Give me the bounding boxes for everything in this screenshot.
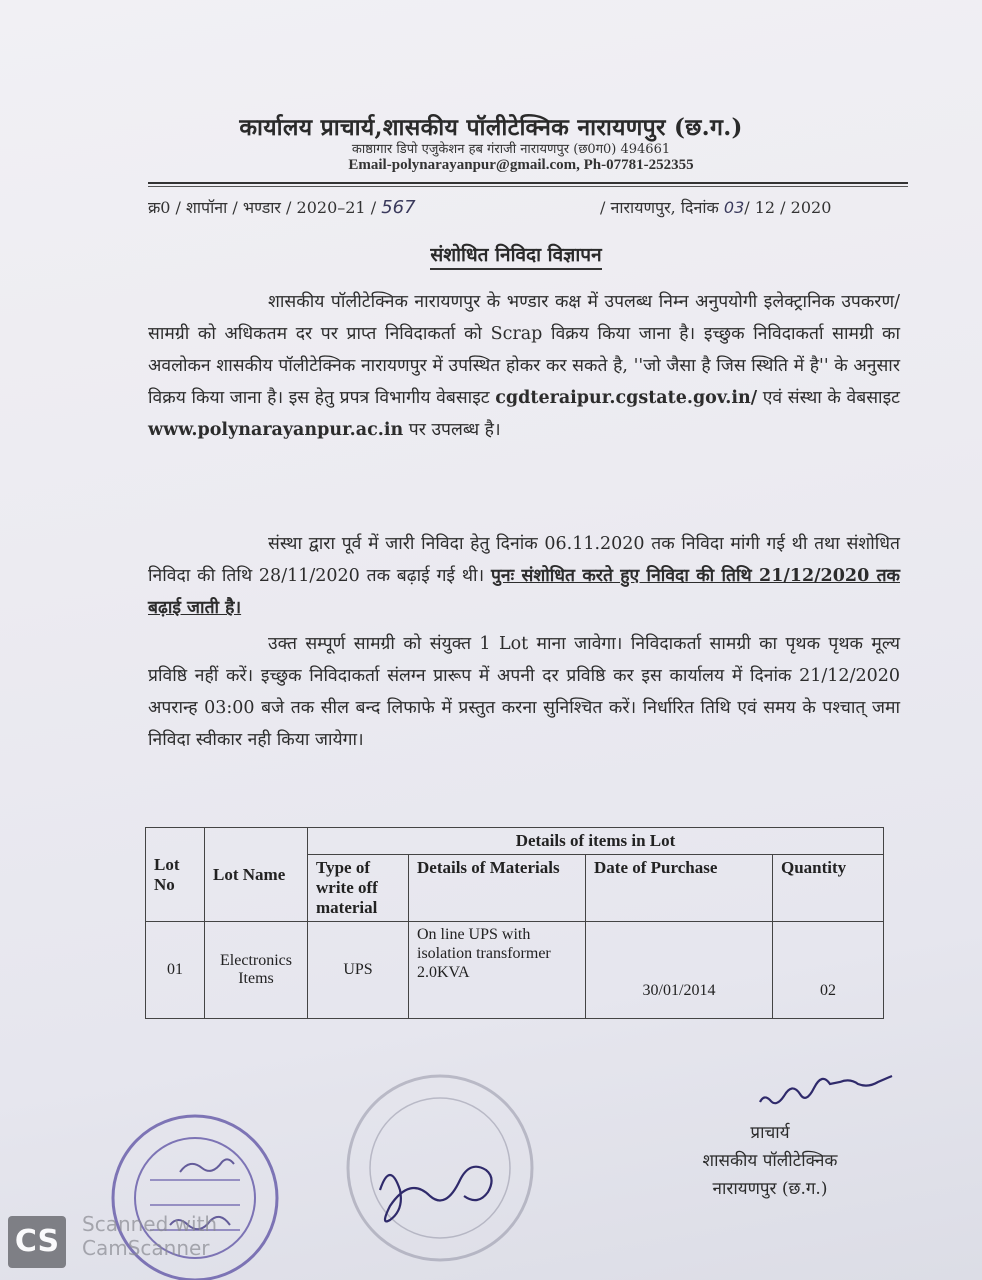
office-contact: Email-polynarayanpur@gmail.com, Ph-07781-252355 <box>348 157 694 173</box>
office-address: काष्ठागार डिपो एजुकेशन हब गंराजी नारायणपुर (छ0ग0) 494661 <box>351 142 671 157</box>
col-lot-name: Lot Name <box>205 828 308 922</box>
cell-quantity: 02 <box>773 922 884 1019</box>
principal-signature <box>760 1076 892 1103</box>
watermark-line-1: Scanned with <box>82 1212 218 1236</box>
col-type: Type of write off material <box>308 855 409 922</box>
signatory-designation: प्राचार्य <box>750 1123 790 1143</box>
camscanner-watermark <box>82 1212 217 1260</box>
website-link-2[interactable]: www.polynarayanpur.ac.in <box>148 420 404 440</box>
paragraph-1-text: शासकीय पॉलीटेक्निक नारायणपुर के भण्डार कक्ष में उपलब्ध निम्न अनुपयोगी इलेक्ट्रानिक उपकरण/सामग्री को अधिकतम दर पर प्राप्त निविदाकर्ता को Scrap विक्रय किया जाना है। इच्छुक निविदाकर्ता सामग्री का अवलोकन शासकीय पॉलीटेक्निक नारायणपुर में उपस्थित होकर कर सकते है, ''जो जैसा है जिस स्थिति में है'' के अनुसार विक्रय किया जाना है। इस हेतु प्रपत्र विभागीय वेबसाइट <box>148 292 900 408</box>
cell-type: UPS <box>308 922 409 1019</box>
date-suffix: / 12 / 2020 <box>744 198 832 217</box>
paragraph-3-text: उक्त सम्पूर्ण सामग्री को संयुक्त 1 Lot माना जावेगा। निविदाकर्ता सामग्री का पृथक पृथक मूल्य प्रविष्ठि नहीं करें। इच्छुक निविदाकर्ता संलग्न प्रारूप में अपनी दर प्रविष्ठि कर इस कार्यालय में दिनांक 21/12/2020 अपरान्ह 03:00 बजे तक सील बन्द लिफाफे में प्रस्तुत करना सुनिश्चित करें। निर्धारित तिथि एवं समय के पश्चात् जमा निविदा स्वीकार नही किया जायेगा। <box>148 634 900 750</box>
committee-signature <box>380 1167 492 1222</box>
col-group-details: Details of items in Lot <box>308 828 884 855</box>
faint-seal <box>348 1076 532 1260</box>
signatory-institution: शासकीय पॉलीटेक्निक <box>702 1151 838 1171</box>
cell-date: 30/01/2014 <box>586 922 773 1019</box>
reference-number-handwritten: 567 <box>381 197 416 218</box>
signatory-place: नारायणपुर (छ.ग.) <box>712 1179 828 1199</box>
paragraph-2-text: संस्था द्वारा पूर्व में जारी निविदा हेतु दिनांक 06.11.2020 तक निविदा मांगी गई थी तथा संशोधित निविदा की तिथि 28/11/2020 तक बढ़ाई गई थी। <box>148 534 900 586</box>
col-details: Details of Materials <box>409 855 586 922</box>
cell-lot-name: Electronics Items <box>205 922 308 1019</box>
subject-text: संशोधित निविदा विज्ञापन <box>430 244 601 270</box>
paragraph-1-middle: एवं संस्था के वेबसाइट <box>757 388 900 408</box>
website-link-1[interactable]: cgdteraipur.cgstate.gov.in/ <box>495 388 758 408</box>
col-lot-no: Lot No <box>146 828 205 922</box>
watermark-line-2: CamScanner <box>82 1236 210 1260</box>
col-quantity: Quantity <box>773 855 884 922</box>
paragraph-1-end: पर उपलब्ध है। <box>403 420 501 440</box>
reference-prefix: क्र0 / शापॉना / भण्डार / 2020–21 / <box>148 198 382 217</box>
office-title: कार्यालय प्राचार्य,शासकीय पॉलीटेक्निक नारायणपुर (छ.ग.) <box>239 114 743 141</box>
paragraph-2-highlight: पुनः संशोधित करते हुए निविदा की तिथि 21/12/2020 तक बढ़ाई जाती है। <box>148 566 900 618</box>
date-day-handwritten: 03 <box>723 198 745 217</box>
date-prefix: / नारायणपुर, दिनांक <box>600 198 724 217</box>
col-date: Date of Purchase <box>586 855 773 922</box>
cell-details: On line UPS with isolation transformer 2.0KVA <box>409 922 586 1019</box>
camscanner-logo: CS <box>8 1216 66 1268</box>
cell-lot-no: 01 <box>146 922 205 1019</box>
